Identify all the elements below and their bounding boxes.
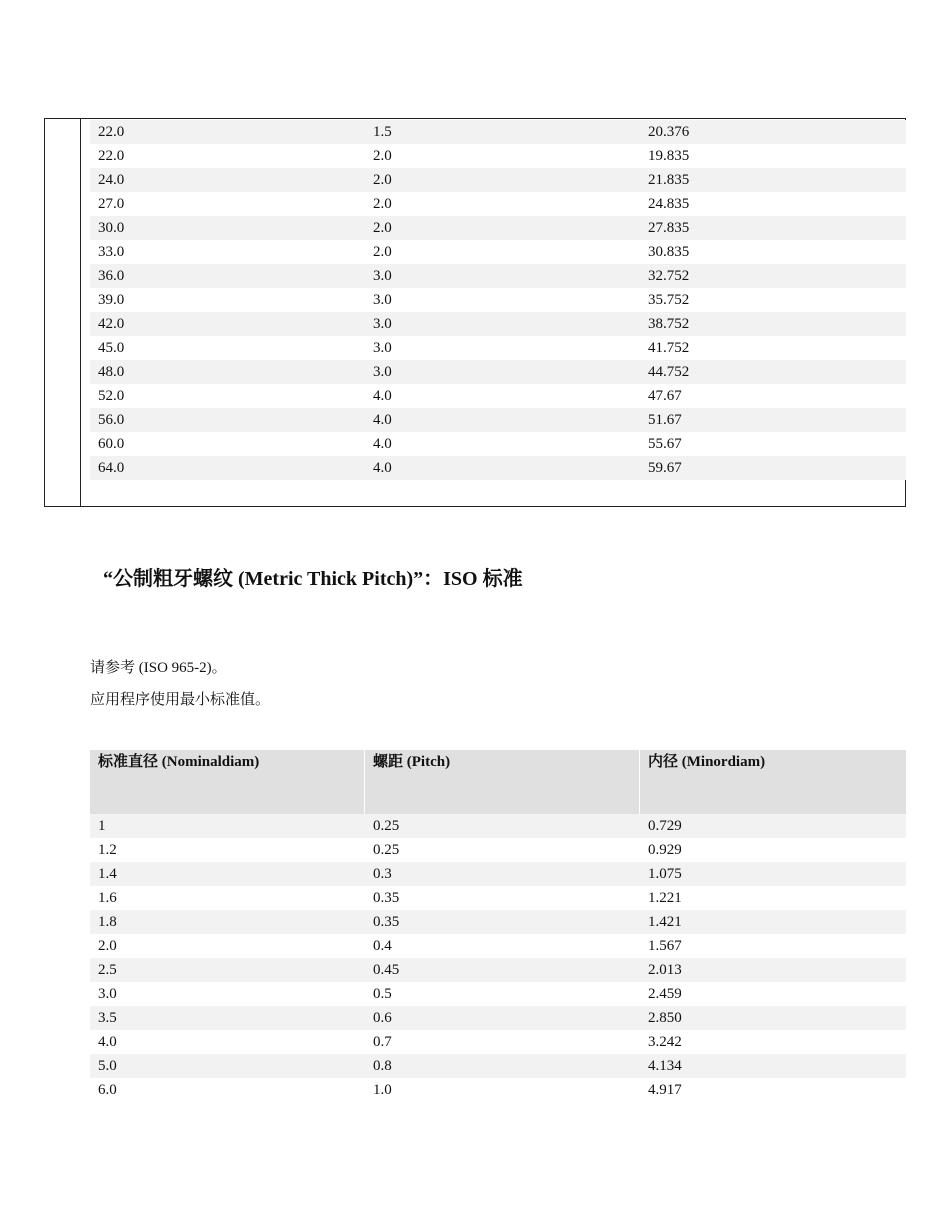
cell-minor-diameter: 1.421	[648, 914, 682, 930]
cell-minor-diameter: 59.67	[648, 460, 682, 476]
table-row	[90, 240, 906, 264]
cell-pitch: 2.0	[373, 196, 392, 212]
table-row	[90, 360, 906, 384]
table-row	[90, 288, 906, 312]
cell-nominal-diameter: 1.6	[98, 890, 117, 906]
cell-pitch: 0.35	[373, 890, 400, 906]
cell-minor-diameter: 4.134	[648, 1058, 682, 1074]
section-heading: “公制粗牙螺纹 (Metric Thick Pitch)”：ISO 标准	[103, 568, 523, 590]
cell-minor-diameter: 41.752	[648, 340, 690, 356]
cell-pitch: 2.0	[373, 148, 392, 164]
cell-minor-diameter: 2.850	[648, 1010, 682, 1026]
cell-nominal-diameter: 24.0	[98, 172, 125, 188]
cell-nominal-diameter: 1	[98, 818, 106, 834]
cell-nominal-diameter: 64.0	[98, 460, 125, 476]
metric-thick-pitch-table	[90, 814, 906, 1102]
table-row	[90, 982, 906, 1006]
header-minor-diameter: 内径 (Minordiam)	[648, 754, 766, 770]
cell-minor-diameter: 35.752	[648, 292, 690, 308]
table-row	[90, 1006, 906, 1030]
cell-pitch: 3.0	[373, 292, 392, 308]
cell-nominal-diameter: 39.0	[98, 292, 125, 308]
cell-minor-diameter: 38.752	[648, 316, 690, 332]
table-row	[90, 408, 906, 432]
cell-nominal-diameter: 33.0	[98, 244, 125, 260]
cell-pitch: 0.35	[373, 914, 400, 930]
cell-pitch: 3.0	[373, 364, 392, 380]
cell-nominal-diameter: 5.0	[98, 1058, 117, 1074]
cell-minor-diameter: 55.67	[648, 436, 682, 452]
table-row	[90, 814, 906, 838]
cell-pitch: 1.0	[373, 1082, 392, 1098]
table-header-row	[90, 750, 906, 814]
reference-note: 请参考 (ISO 965-2)。	[90, 660, 227, 676]
table-row	[90, 456, 906, 480]
table-row	[90, 192, 906, 216]
cell-nominal-diameter: 48.0	[98, 364, 125, 380]
table-row	[90, 336, 906, 360]
cell-nominal-diameter: 2.5	[98, 962, 117, 978]
cell-minor-diameter: 21.835	[648, 172, 690, 188]
table-row	[90, 264, 906, 288]
cell-nominal-diameter: 36.0	[98, 268, 125, 284]
cell-pitch: 4.0	[373, 412, 392, 428]
cell-pitch: 1.5	[373, 124, 392, 140]
cell-minor-diameter: 0.729	[648, 818, 682, 834]
table-row	[90, 312, 906, 336]
cell-pitch: 0.45	[373, 962, 400, 978]
cell-nominal-diameter: 30.0	[98, 220, 125, 236]
cell-minor-diameter: 4.917	[648, 1082, 682, 1098]
cell-pitch: 3.0	[373, 316, 392, 332]
table-row	[90, 432, 906, 456]
cell-minor-diameter: 1.075	[648, 866, 682, 882]
cell-pitch: 3.0	[373, 268, 392, 284]
table-row	[90, 886, 906, 910]
thread-table-continued	[90, 120, 906, 480]
cell-minor-diameter: 51.67	[648, 412, 682, 428]
cell-pitch: 2.0	[373, 244, 392, 260]
cell-nominal-diameter: 1.8	[98, 914, 117, 930]
cell-minor-diameter: 1.567	[648, 938, 682, 954]
cell-nominal-diameter: 3.0	[98, 986, 117, 1002]
header-pitch: 螺距 (Pitch)	[365, 750, 640, 814]
cell-nominal-diameter: 1.2	[98, 842, 117, 858]
cell-minor-diameter: 47.67	[648, 388, 682, 404]
cell-minor-diameter: 24.835	[648, 196, 690, 212]
cell-pitch: 0.4	[373, 938, 392, 954]
cell-nominal-diameter: 56.0	[98, 412, 125, 428]
cell-minor-diameter: 27.835	[648, 220, 690, 236]
table-row	[90, 216, 906, 240]
table-row	[90, 144, 906, 168]
cell-pitch: 2.0	[373, 172, 392, 188]
cell-nominal-diameter: 2.0	[98, 938, 117, 954]
table-row	[90, 1030, 906, 1054]
cell-pitch: 0.6	[373, 1010, 392, 1026]
cell-minor-diameter: 32.752	[648, 268, 690, 284]
table-frame-divider	[80, 118, 81, 507]
cell-minor-diameter: 3.242	[648, 1034, 682, 1050]
cell-minor-diameter: 20.376	[648, 124, 690, 140]
table-row	[90, 934, 906, 958]
table-row	[90, 120, 906, 144]
cell-pitch: 0.8	[373, 1058, 392, 1074]
cell-nominal-diameter: 22.0	[98, 148, 125, 164]
cell-pitch: 0.7	[373, 1034, 392, 1050]
cell-nominal-diameter: 22.0	[98, 124, 125, 140]
cell-nominal-diameter: 4.0	[98, 1034, 117, 1050]
cell-minor-diameter: 1.221	[648, 890, 682, 906]
table-row	[90, 958, 906, 982]
cell-nominal-diameter: 1.4	[98, 866, 117, 882]
cell-pitch: 2.0	[373, 220, 392, 236]
cell-pitch: 3.0	[373, 340, 392, 356]
cell-nominal-diameter: 6.0	[98, 1082, 117, 1098]
cell-nominal-diameter: 3.5	[98, 1010, 117, 1026]
cell-minor-diameter: 2.459	[648, 986, 682, 1002]
table-row	[90, 838, 906, 862]
cell-nominal-diameter: 42.0	[98, 316, 125, 332]
table-row	[90, 1054, 906, 1078]
cell-minor-diameter: 44.752	[648, 364, 690, 380]
usage-note: 应用程序使用最小标准值。	[90, 692, 271, 708]
table-row	[90, 910, 906, 934]
table-row	[90, 168, 906, 192]
cell-pitch: 0.25	[373, 842, 400, 858]
cell-pitch: 0.5	[373, 986, 392, 1002]
cell-minor-diameter: 30.835	[648, 244, 690, 260]
table-row	[90, 1078, 906, 1102]
cell-pitch: 4.0	[373, 388, 392, 404]
cell-pitch: 4.0	[373, 436, 392, 452]
table-row	[90, 862, 906, 886]
cell-nominal-diameter: 45.0	[98, 340, 125, 356]
table-row	[90, 384, 906, 408]
cell-nominal-diameter: 27.0	[98, 196, 125, 212]
cell-pitch: 0.3	[373, 866, 392, 882]
cell-minor-diameter: 2.013	[648, 962, 682, 978]
cell-nominal-diameter: 52.0	[98, 388, 125, 404]
cell-pitch: 0.25	[373, 818, 400, 834]
cell-pitch: 4.0	[373, 460, 392, 476]
header-nominal-diameter: 标准直径 (Nominaldiam)	[90, 750, 365, 814]
cell-minor-diameter: 19.835	[648, 148, 690, 164]
cell-minor-diameter: 0.929	[648, 842, 682, 858]
cell-nominal-diameter: 60.0	[98, 436, 125, 452]
